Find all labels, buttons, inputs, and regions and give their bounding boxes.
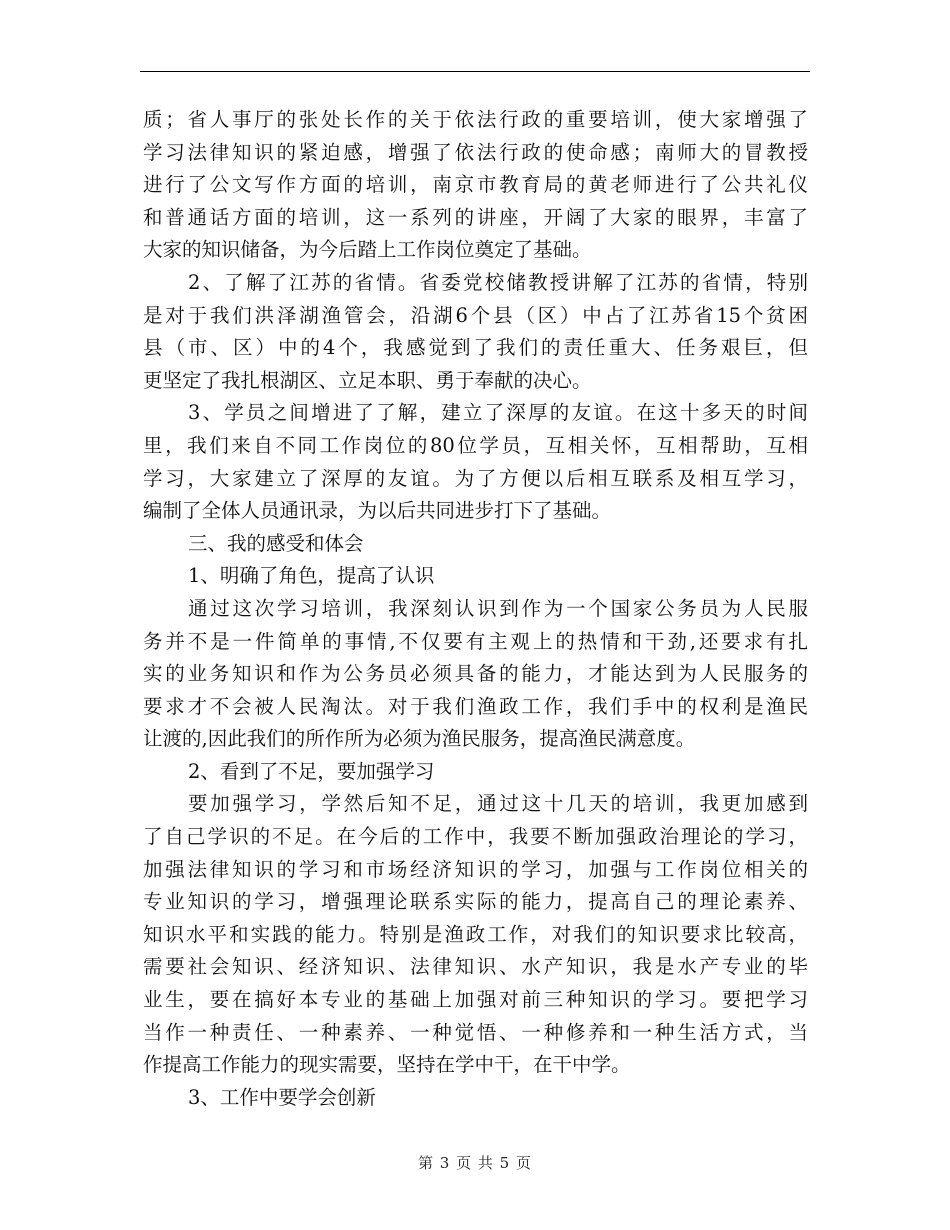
subsection-heading: 1、明确了角色，提高了认识 [188, 564, 435, 588]
text-line: 要求才不会被人民淘汰。对于我们渔政工作，我们手中的权利是渔民 [143, 694, 808, 718]
text-line: 和普通话方面的培训，这一系列的讲座，开阔了大家的眼界，丰富了 [143, 205, 808, 229]
text-line: 编制了全体人员通讯录，为以后共同进步打下了基础。 [143, 499, 612, 523]
text-line: 通过这次学习培训，我深刻认识到作为一个国家公务员为人民服 [188, 596, 808, 620]
text-line: 更坚定了我扎根湖区、立足本职、勇于奉献的决心。 [143, 368, 592, 392]
text-line: 加强法律知识的学习和市场经济知识的学习，加强与工作岗位相关的 [143, 857, 808, 881]
text-line: 专业知识的学习，增强理论联系实际的能力，提高自己的理论素养、 [143, 890, 808, 914]
document-body [143, 104, 808, 1114]
text-line: 学习法律知识的紧迫感，增强了依法行政的使命感；南师大的冒教授 [143, 140, 808, 164]
text-line: 县（市、区）中的4个，我感觉到了我们的责任重大、任务艰巨，但 [143, 336, 808, 360]
text-line: 大家的知识储备，为今后踏上工作岗位奠定了基础。 [143, 238, 592, 262]
text-line: 需要社会知识、经济知识、法律知识、水产知识，我是水产专业的毕 [143, 955, 808, 979]
text-line: 实的业务知识和作为公务员必须具备的能力，才能达到为人民服务的 [143, 662, 808, 686]
text-line: 2、了解了江苏的省情。省委党校储教授讲解了江苏的省情，特别 [188, 270, 808, 294]
text-line: 了自己学识的不足。在今后的工作中，我要不断加强政治理论的学习， [143, 825, 808, 849]
text-line: 知识水平和实践的能力。特别是渔政工作，对我们的知识要求比较高， [143, 922, 808, 946]
text-line: 要加强学习，学然后知不足，通过这十几天的培训，我更加感到 [188, 792, 808, 816]
subsection-heading: 2、看到了不足，要加强学习 [188, 759, 435, 783]
text-line: 务并不是一件简单的事情,不仅要有主观上的热情和干劲,还要求有扎 [143, 629, 808, 653]
text-line: 作提高工作能力的现实需要，坚持在学中干，在干中学。 [143, 1053, 631, 1077]
page-number-footer: 第 3 页 共 5 页 [418, 1154, 532, 1172]
text-line: 3、学员之间增进了了解，建立了深厚的友谊。在这十多天的时间 [188, 401, 808, 425]
text-line: 让渡的,因此我们的所作所为必须为渔民服务，提高渔民满意度。 [143, 727, 696, 751]
text-line: 进行了公文写作方面的培训，南京市教育局的黄老师进行了公共礼仪 [143, 173, 808, 197]
text-line: 是对于我们洪泽湖渔管会，沿湖6个县（区）中占了江苏省15个贫困 [143, 303, 808, 327]
subsection-heading: 3、工作中要学会创新 [188, 1085, 376, 1109]
header-divider [140, 71, 810, 72]
text-line: 当作一种责任、一种素养、一种觉悟、一种修养和一种生活方式，当 [143, 1020, 808, 1044]
text-line: 里，我们来自不同工作岗位的80位学员，互相关怀，互相帮助，互相 [143, 433, 808, 457]
section-heading: 三、我的感受和体会 [188, 531, 364, 555]
text-line: 质；省人事厅的张处长作的关于依法行政的重要培训，使大家增强了 [143, 108, 808, 131]
text-line: 业生，要在搞好本专业的基础上加强对前三种知识的学习。要把学习 [143, 988, 808, 1012]
text-line: 学习，大家建立了深厚的友谊。为了方便以后相互联系及相互学习， [143, 466, 808, 490]
